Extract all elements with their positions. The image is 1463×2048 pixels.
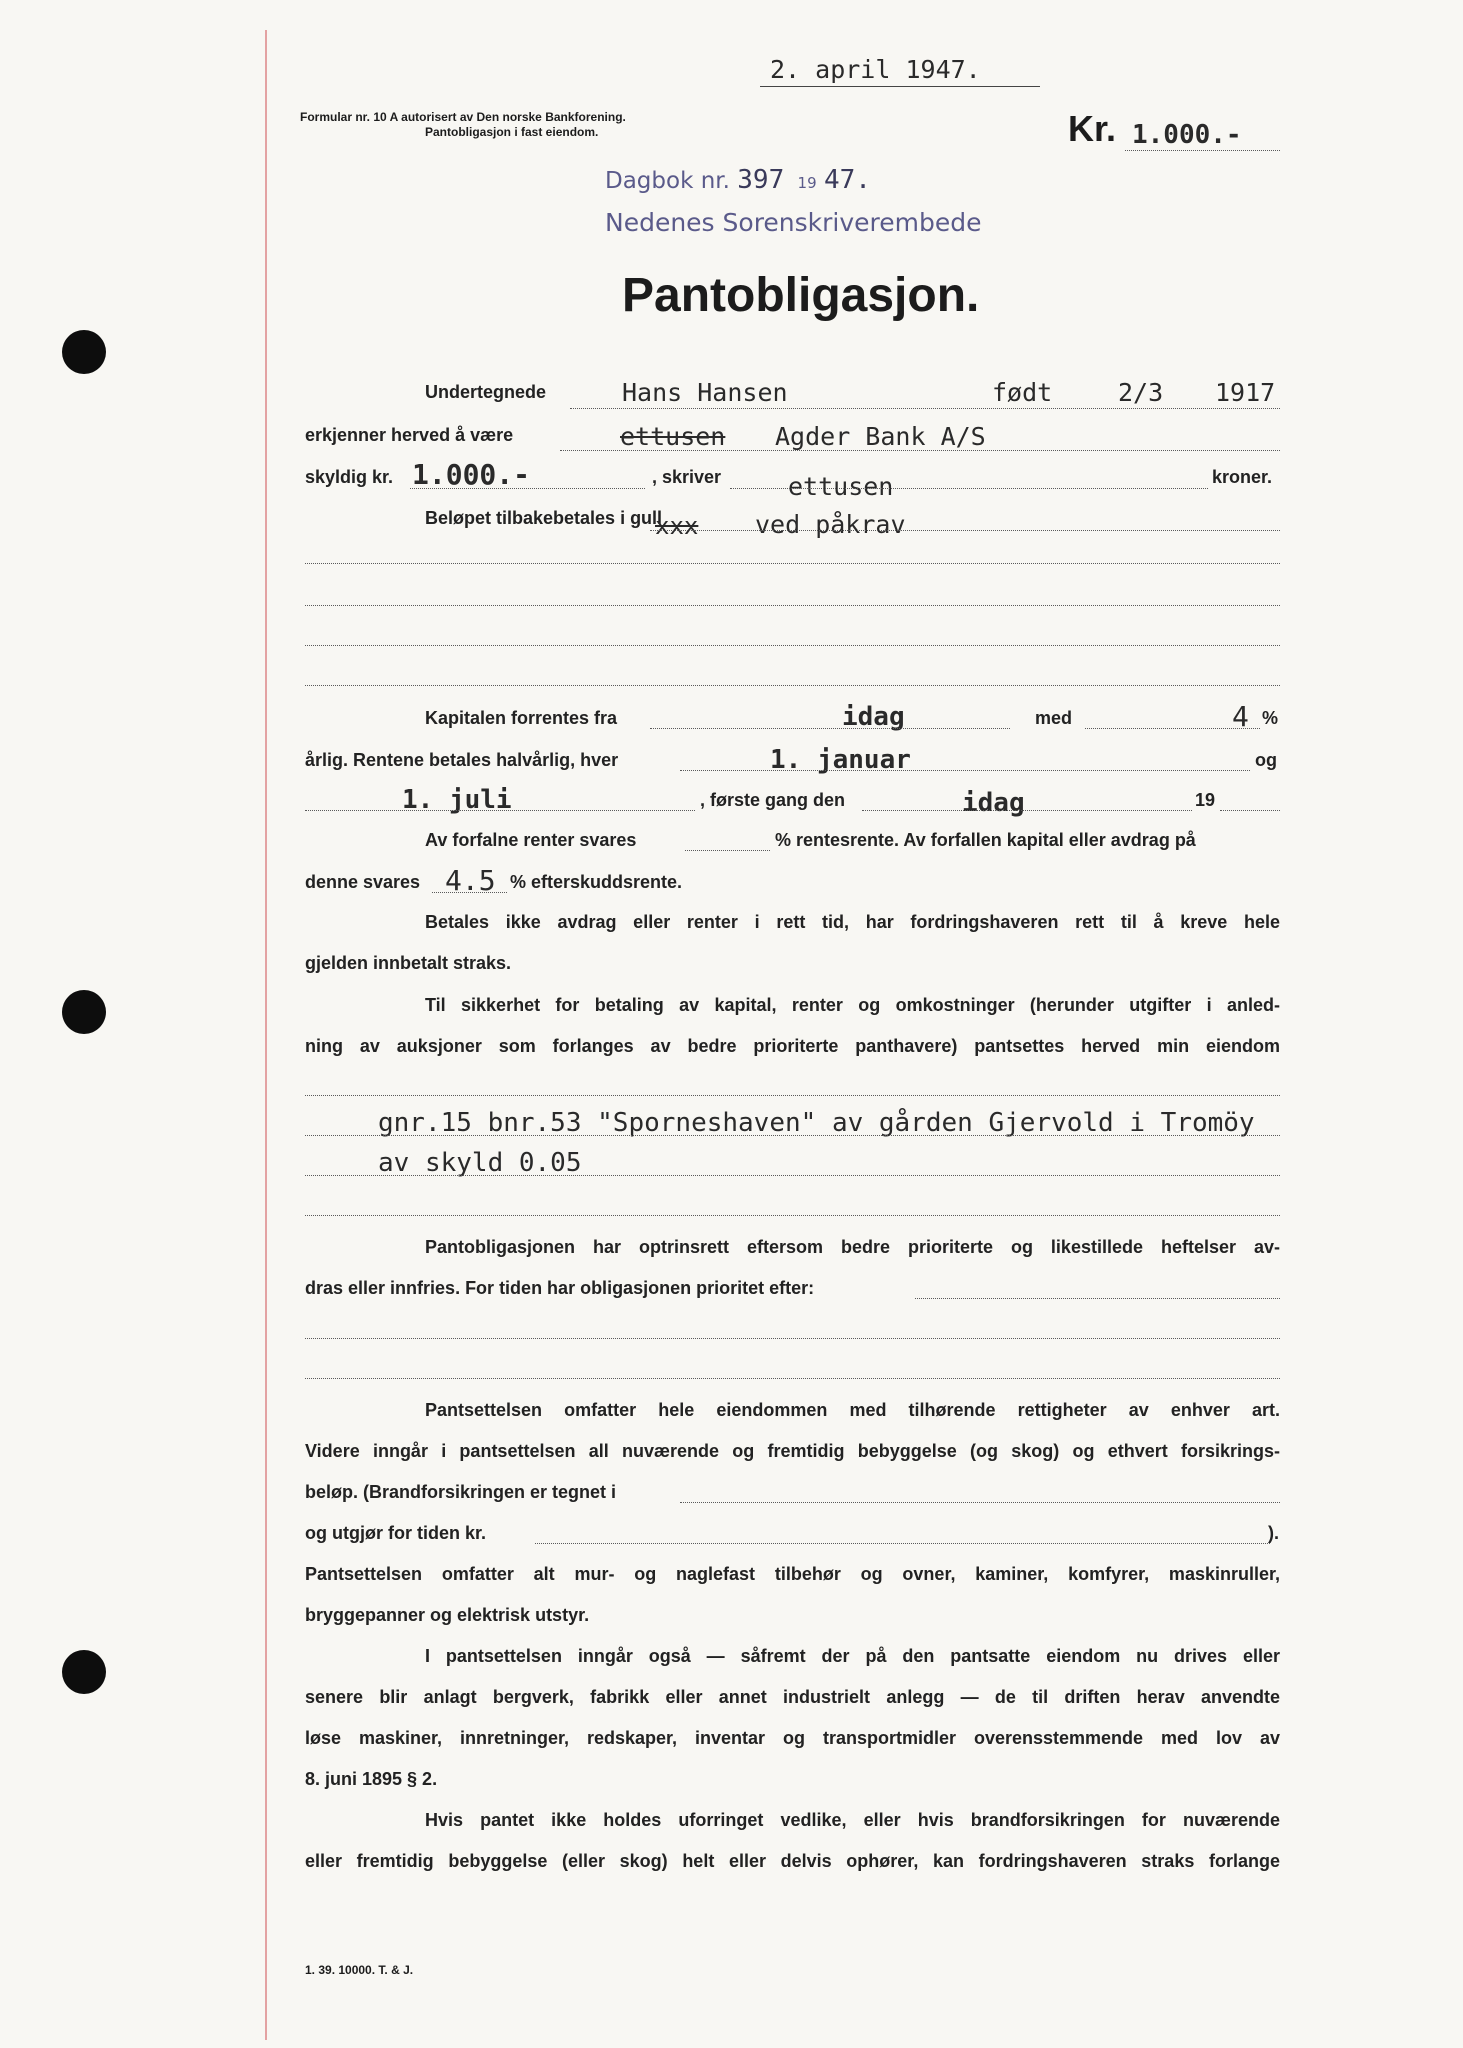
margin-rule [265, 30, 267, 2040]
efterskudd-text: % efterskuddsrente. [510, 872, 683, 892]
betales-line-1: Betales ikke avdrag eller renter i rett tid, har fordringshaveren rett til å kreve hele [425, 912, 1280, 932]
interest-rate: 4 [1232, 700, 1249, 733]
denne-svares: denne svares [305, 872, 421, 892]
first-date-line [862, 810, 1192, 811]
rentesrente-line [685, 850, 770, 851]
property-line-2: av skyld 0.05 [378, 1148, 582, 1178]
page-title: Pantobligasjon. [622, 269, 980, 322]
creditor-line [560, 450, 1280, 451]
interest-from: idag [842, 702, 905, 732]
penalty-line [432, 892, 507, 893]
penalty-rate: 4.5 [445, 864, 496, 897]
dagbok-year-prefix: 19 [797, 174, 817, 192]
undertegnede-label: Undertegnede [425, 382, 547, 402]
pay-date-2: 1. juli [402, 785, 512, 815]
sikkerhet-line-1: Til sikkerhet for betaling av kapital, renter og omkostninger (herunder utgifter i anled- [425, 995, 1280, 1015]
name-line [570, 408, 1280, 409]
blank-line-2 [305, 605, 1280, 606]
dagbok-number: 397 [737, 165, 785, 195]
blank-line-4 [305, 685, 1280, 686]
skyldig-label: skyldig kr. [305, 467, 394, 487]
blank-line-3 [305, 645, 1280, 646]
punch-hole-middle [62, 990, 106, 1034]
repayment-terms: ved påkrav [755, 510, 906, 539]
dagbok-year: 47. [823, 165, 871, 195]
sikkerhet-line-2: ning av auksjoner som forlanges av bedre prioriterte panthavere) pantsettes herved min eiendom [305, 1036, 1280, 1056]
med-label: med [1035, 708, 1073, 728]
kapitalen-label: Kapitalen forrentes fra [425, 708, 618, 728]
forfalne-text: Av forfalne renter svares [425, 830, 637, 850]
date-underline [760, 86, 1040, 87]
kroner-label: kroner. [1212, 467, 1273, 487]
forste-label: , første gang den [700, 790, 846, 810]
belopet-label: Beløpet tilbakebetales i gull [425, 508, 663, 528]
amount-figures: 1.000.- [412, 458, 531, 491]
arlig-label: årlig. Rentene betales halvårlig, hver [305, 750, 619, 770]
brand-line [680, 1502, 1280, 1503]
kr-label: Kr. [1068, 108, 1117, 149]
priority-blank-1 [305, 1338, 1280, 1339]
utgjor-line [535, 1543, 1270, 1544]
year-line [1220, 810, 1280, 811]
inngar-line-3: løse maskiner, innretninger, redskaper, inventar og transportmidler overensstemmende med lov av [305, 1728, 1280, 1748]
rentesrente-text: % rentesrente. Av forfallen kapital eller avdrag på [775, 830, 1196, 850]
creditor-name: Agder Bank A/S [775, 422, 986, 451]
property-blank-line [305, 1095, 1280, 1096]
omfatter-line-1: Pantsettelsen omfatter hele eiendommen med tilhørende rettigheter av enhver art. [425, 1400, 1280, 1420]
dagbok-prefix: Dagbok nr. [605, 168, 730, 194]
formular-notice [300, 110, 626, 140]
first-date: idag [962, 788, 1025, 818]
dagbok-stamp [605, 165, 871, 195]
birth-date: 2/3 [1118, 378, 1164, 407]
birth-year: 1917 [1215, 378, 1276, 407]
from-line [650, 728, 1010, 729]
nineteen-label: 19 [1195, 790, 1216, 810]
print-footer: 1. 39. 10000. T. & J. [305, 1963, 414, 1977]
og-utgjor-label: og utgjør for tiden kr. [305, 1523, 486, 1543]
tilbehor-line-1: Pantsettelsen omfatter alt mur- og naglefast tilbehør og ovner, kaminer, komfyrer, maskinruller, [305, 1564, 1280, 1584]
amount-words: ettusen [788, 472, 894, 501]
inngar-line-4: 8. juni 1895 § 2. [305, 1769, 438, 1789]
punch-hole-bottom [62, 1650, 106, 1694]
vedlike-line-1: Hvis pantet ikke holdes uforringet vedlike, eller hvis brandforsikringen for nuværende [425, 1810, 1280, 1830]
skriver-label: , skriver [652, 467, 722, 487]
tilbehor-line-2: bryggepanner og elektrisk utstyr. [305, 1605, 590, 1625]
percent-sign: % [1262, 708, 1279, 728]
amount-line [410, 488, 645, 489]
og-label: og [1255, 750, 1277, 770]
repayment-struck: xxx [655, 512, 699, 540]
vedlike-line-2: eller fremtidig bebyggelse (eller skog) helt eller delvis ophører, kan fordringshaveren straks forlange [305, 1851, 1280, 1871]
office-stamp: Nedenes Sorenskriverembede [605, 208, 982, 237]
formular-line-2: Pantobligasjon i fast eiendom. [425, 125, 599, 139]
repayment-line [650, 530, 1280, 531]
kr-amount-line [1125, 150, 1280, 151]
kr-amount: 1.000.- [1132, 120, 1242, 150]
priority-blank-2 [305, 1378, 1280, 1379]
close-paren: ). [1268, 1523, 1279, 1543]
brand-label: beløp. (Brandforsikringen er tegnet i [305, 1482, 617, 1502]
property-line-b [305, 1175, 1280, 1176]
inngar-line-1: I pantsettelsen inngår også — såfremt der på den pantsatte eiendom nu drives eller [425, 1646, 1280, 1666]
debtor-name: Hans Hansen [622, 378, 788, 407]
document-date: 2. april 1947. [770, 55, 981, 84]
punch-hole-top [62, 330, 106, 374]
formular-line-1: Formular nr. 10 A autorisert av Den norske Bankforening. [300, 110, 626, 124]
blank-line-1 [305, 563, 1280, 564]
erkjenner-label: erkjenner herved å være [305, 425, 514, 445]
rate-line [1085, 728, 1260, 729]
optrinsrett-line-1: Pantobligasjonen har optrinsrett eftersom bedre prioriterte og likestillede heftelser av- [425, 1237, 1280, 1257]
struck-ettusen: ettusen [620, 422, 726, 451]
optrinsrett-line-2: dras eller innfries. For tiden har obligasjonen prioritet efter: [305, 1278, 815, 1298]
pay-date-1-line [680, 770, 1250, 771]
omfatter-line-2: Videre inngår i pantsettelsen all nuværende og fremtidig bebyggelse (og skog) og ethvert forsikrings- [305, 1441, 1280, 1461]
pay-date-1: 1. januar [770, 745, 911, 775]
property-line-a [305, 1135, 1280, 1136]
priority-line [915, 1298, 1280, 1299]
inngar-line-2: senere blir anlagt bergverk, fabrikk eller annet industrielt anlegg — de til driften herav anvendte [305, 1687, 1280, 1707]
words-line [730, 488, 1208, 489]
property-line-1: gnr.15 bnr.53 "Sporneshaven" av gården Gjervold i Tromöy [378, 1108, 1255, 1138]
betales-line-2: gjelden innbetalt straks. [305, 953, 512, 973]
fodt-label: født [992, 378, 1053, 407]
property-line-c [305, 1215, 1280, 1216]
pay-date-2-line [305, 810, 695, 811]
